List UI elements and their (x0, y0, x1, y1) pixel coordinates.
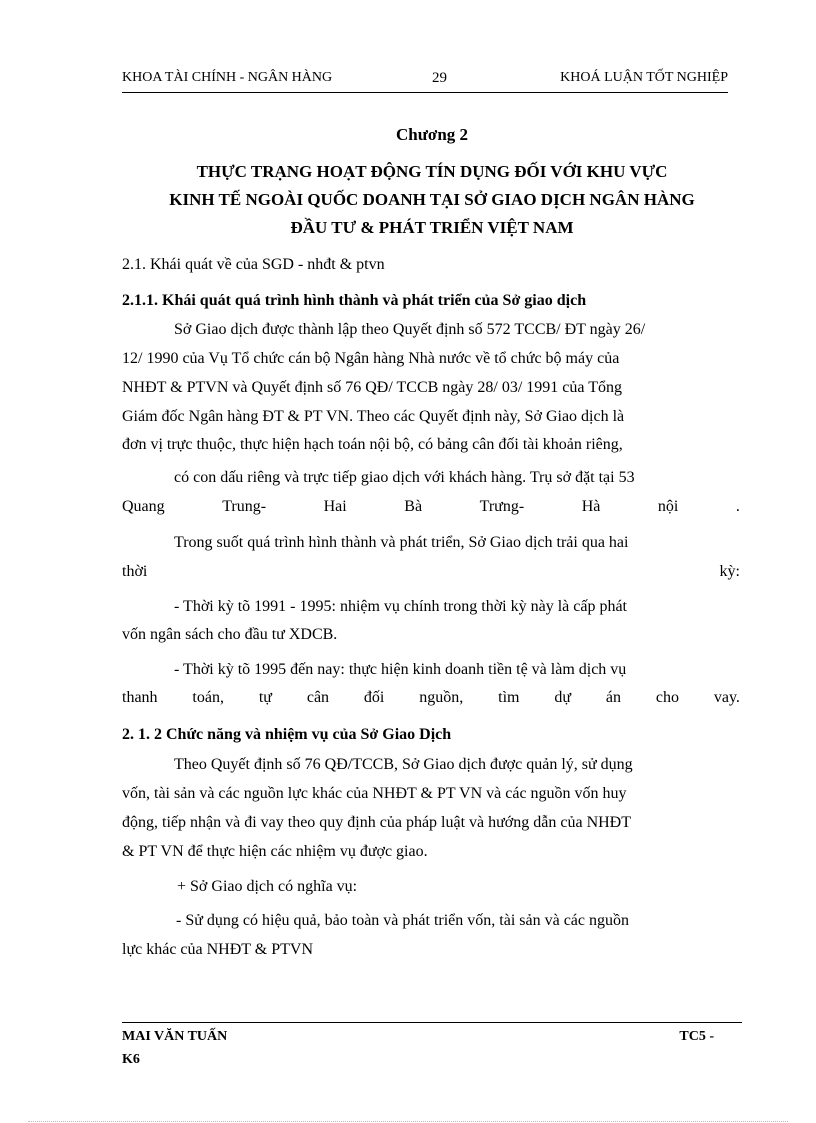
paragraph-line: - Thời kỳ tõ 1995 đến nay: thực hiện kinh doanh tiền tệ và làm dịch vụ (174, 661, 627, 678)
word: toán, (192, 689, 224, 706)
chapter-title-line: KINH TẾ NGOÀI QUỐC DOANH TẠI SỞ GIAO DỊCH NGÂN HÀNG (169, 190, 695, 209)
paragraph-line: - Sử dụng có hiệu quả, bảo toàn và phát triển vốn, tài sản và các nguồn (176, 912, 629, 929)
paragraph-line: - Thời kỳ tõ 1991 - 1995: nhiệm vụ chính trong thời kỳ này là cấp phát (174, 598, 627, 615)
paragraph-line: động, tiếp nhận và đi vay theo quy định của pháp luật và hướng dẫn của NHĐT (122, 814, 632, 831)
word: Quang (122, 498, 165, 515)
paragraph-line: vốn, tài sản và các nguồn lực khác của NHĐT & PT VN và các nguồn vốn huy (122, 785, 627, 802)
word: vay. (713, 689, 740, 706)
page-number: 29 (432, 70, 447, 86)
text-line: Sở Giao dịch được thành lập theo Quyết định số 572 TCCB/ ĐT ngày 26/ (174, 321, 646, 338)
chapter-title-line: THỰC TRẠNG HOẠT ĐỘNG TÍN DỤNG ĐỐI VỚI KHU VỰC (196, 162, 668, 181)
chapter-label: Chương 2 (395, 125, 469, 144)
word: Bà (404, 498, 423, 515)
justified-line (122, 688, 740, 708)
word: án (605, 689, 621, 706)
paragraph-line: vốn ngân sách cho đầu tư XDCB. (122, 626, 338, 643)
paragraph-line: lực khác của NHĐT & PTVN (122, 941, 313, 958)
paragraph-line: Giám đốc Ngân hàng ĐT & PT VN. Theo các Quyết định này, Sở Giao dịch là (122, 408, 625, 425)
chapter-title (122, 158, 742, 242)
paragraph-line: đơn vị trực thuộc, thực hiện hạch toán nội bộ, có bảng cân đối tài khoản riêng, (122, 436, 623, 453)
word: Trung- (222, 498, 267, 515)
word: . (735, 498, 740, 515)
chapter-title-line: ĐẦU TƯ & PHÁT TRIỂN VIỆT NAM (290, 218, 574, 237)
section-heading-2-1-1: 2.1.1. Khái quát quá trình hình thành và phát triển của Sở giao dịch (122, 292, 587, 309)
paragraph-line: có con dấu riêng và trực tiếp giao dịch với khách hàng. Trụ sở đặt tại 53 (174, 469, 635, 486)
author-name: MAI VĂN TUẤN (122, 1029, 228, 1044)
paragraph-line (122, 320, 740, 340)
paragraph-line: Theo Quyết định số 76 QĐ/TCCB, Sở Giao dịch được quản lý, sử dụng (174, 756, 633, 773)
justified-line (122, 562, 740, 582)
paragraph-line: NHĐT & PTVN và Quyết định số 76 QĐ/ TCCB ngày 28/ 03/ 1991 của Tổng (122, 379, 622, 396)
page-footer (122, 1022, 742, 1067)
section-heading-2-1-2: 2. 1. 2 Chức năng và nhiệm vụ của Sở Giao Dịch (122, 726, 452, 743)
word: Hai (323, 498, 347, 515)
word: cân (306, 689, 330, 706)
author-class: TC5 - (679, 1029, 714, 1044)
word: Trưng- (479, 498, 525, 515)
author-cohort: K6 (122, 1052, 140, 1067)
word: nguồn, (419, 689, 464, 706)
paragraph-line: & PT VN để thực hiện các nhiệm vụ được giao. (122, 843, 428, 860)
word: kỳ: (719, 563, 740, 580)
word: tự (258, 689, 272, 706)
word: thanh (122, 689, 158, 706)
word: thời (122, 563, 148, 580)
word: nội (657, 498, 679, 515)
paragraph-line: 12/ 1990 của Vụ Tổ chức cán bộ Ngân hàng Nhà nước về tổ chức bộ máy của (122, 350, 620, 367)
word: dự (554, 689, 572, 706)
section-heading-2-1: 2.1. Khái quát về của SGD - nhđt & ptvn (122, 256, 385, 273)
paragraph-line: Trong suốt quá trình hình thành và phát triển, Sở Giao dịch trải qua hai (174, 534, 629, 551)
word: tìm (498, 689, 520, 706)
justified-line (122, 497, 740, 517)
header-thesis: KHOÁ LUẬN TỐT NGHIỆP (560, 70, 728, 85)
word: đối (363, 689, 385, 706)
page-edge-divider (28, 1121, 788, 1122)
page-header (122, 70, 728, 93)
duty-heading: + Sở Giao dịch có nghĩa vụ: (177, 878, 358, 895)
header-faculty: KHOA TÀI CHÍNH - NGÂN HÀNG (122, 70, 333, 85)
word: Hà (581, 498, 601, 515)
word: cho (655, 689, 679, 706)
